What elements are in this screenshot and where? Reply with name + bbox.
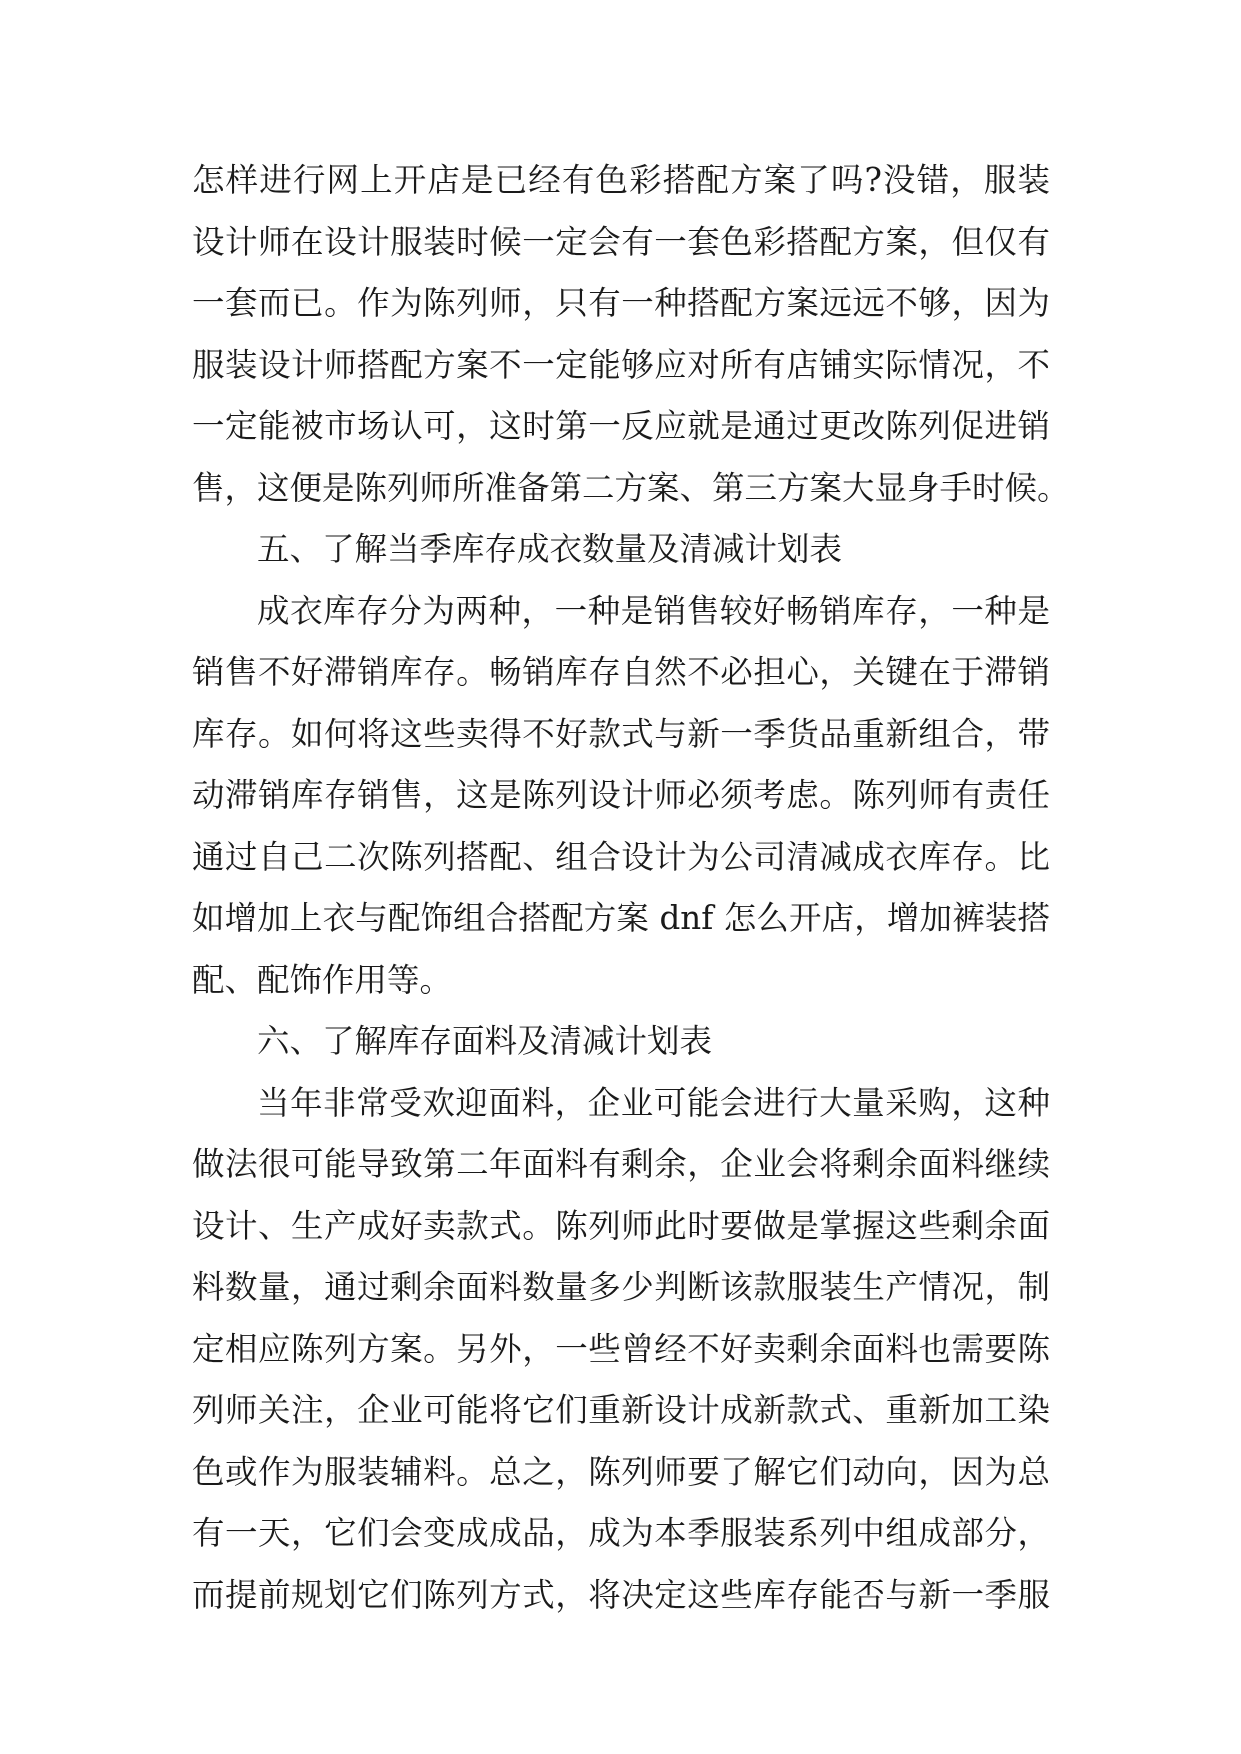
text-line: 设计师在设计服装时候一定会有一套色彩搭配方案，但仅有: [192, 222, 1050, 261]
text-line: 一套而已。作为陈列师，只有一种搭配方案远远不够，因为: [192, 284, 1050, 322]
text-line: 做法很可能导致第二年面料有剩余，企业会将剩余面料继续: [192, 1145, 1050, 1183]
text-line: 而提前规划它们陈列方式，将决定这些库存能否与新一季服: [192, 1575, 1050, 1614]
text-line: 有一天，它们会变成成品，成为本季服装系列中组成部分，: [192, 1514, 1050, 1552]
text-line: 销售不好滞销库存。畅销库存自然不必担心，关键在于滞销: [192, 653, 1050, 691]
text-line: 通过自己二次陈列搭配、组合设计为公司清减成衣库存。比: [192, 837, 1050, 876]
text-line: 色或作为服装辅料。总之，陈列师要了解它们动向，因为总: [192, 1452, 1050, 1491]
text-line: 售，这便是陈列师所准备第二方案、第三方案大显身手时候。: [192, 468, 1070, 507]
section-heading-six: 六、了解库存面料及清减计划表: [257, 1022, 713, 1060]
text-line: 定相应陈列方案。另外，一些曾经不好卖剩余面料也需要陈: [192, 1329, 1050, 1368]
body-text: [192, 150, 1070, 1626]
text-line: 料数量，通过剩余面料数量多少判断该款服装生产情况，制: [192, 1268, 1050, 1306]
text-line: 库存。如何将这些卖得不好款式与新一季货品重新组合，带: [192, 714, 1050, 753]
text-line: 动滞销库存销售，这是陈列设计师必须考虑。陈列师有责任: [192, 776, 1050, 814]
text-line: 成衣库存分为两种，一种是销售较好畅销库存，一种是: [257, 591, 1050, 630]
text-line: 当年非常受欢迎面料，企业可能会进行大量采购，这种: [257, 1083, 1050, 1122]
text-line: 一定能被市场认可，这时第一反应就是通过更改陈列促进销: [192, 407, 1050, 445]
text-line: 配、配饰作用等。: [192, 960, 453, 999]
text-line: 如增加上衣与配饰组合搭配方案 dnf 怎么开店，增加裤装搭: [192, 899, 1050, 937]
text-line: 列师关注，企业可能将它们重新设计成新款式、重新加工染: [192, 1391, 1050, 1429]
section-heading-five: 五、了解当季库存成衣数量及清减计划表: [257, 530, 843, 568]
text-line: 服装设计师搭配方案不一定能够应对所有店铺实际情况，不: [192, 345, 1050, 384]
text-line: 设计、生产成好卖款式。陈列师此时要做是掌握这些剩余面: [192, 1206, 1050, 1245]
text-line: 怎样进行网上开店是已经有色彩搭配方案了吗?没错，服装: [192, 161, 1050, 199]
